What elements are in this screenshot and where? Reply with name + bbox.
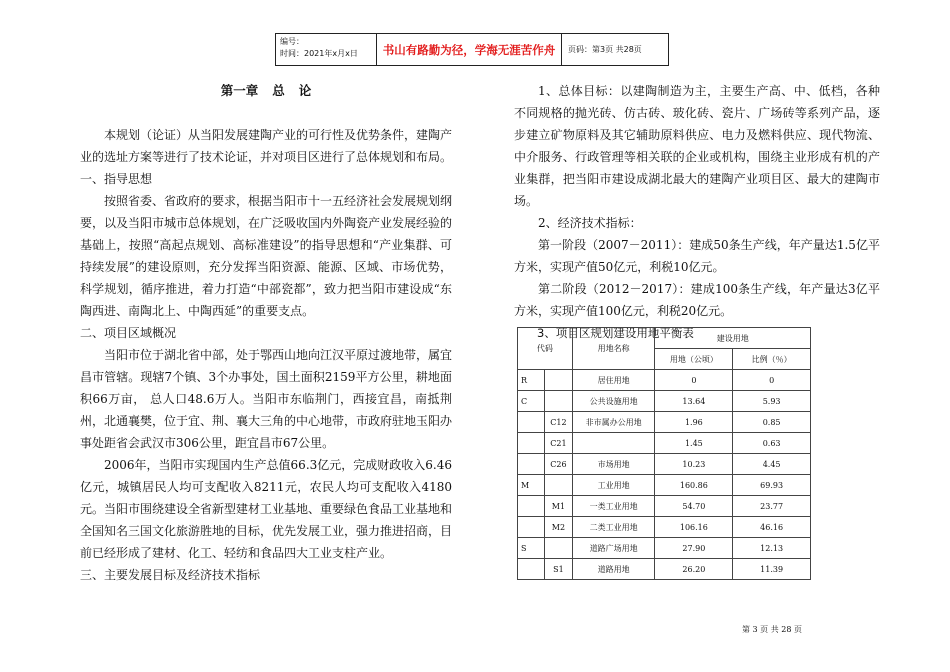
section-title-guiding: 一、指导思想: [80, 172, 153, 186]
row-name: 公共设施用地: [572, 391, 655, 412]
row-code-minor: C21: [544, 433, 572, 454]
guiding-paragraph: 按照省委、省政府的要求，根据当阳市十一五经济社会发展规划纲要，以及当阳市城市总体规划，在广泛吸收国内外陶瓷产业发展经验的基础上，按照“高起点规划、高标准建设”的指导思想和“产业集群、可持续发展”的建设原则，充分发挥当阳资源、能源、区域、市场优势，科学规划，循序推进，着力打造“中部瓷都”，致力把当阳市建设成“东陶西进、南陶北上、中陶西延”的重要支点。: [80, 194, 453, 318]
table-row: [518, 559, 811, 580]
row-code-minor: [544, 370, 572, 391]
row-ratio: 23.77: [733, 496, 811, 517]
row-code-minor: [544, 475, 572, 496]
overview-paragraph-2: 2006年，当阳市实现国内生产总值66.3亿元，完成财政收入6.46亿元，城镇居民人均可支配收入8211元，农民人均可支配收入4180元。当阳市围绕建设全省新型建材工业基地、重要绿色食品工业基地和全国知名三国文化旅游胜地的目标，优先发展工业，强力推进招商，目前已经形成了建材、化工、轻纺和食品四大工业支柱产业。: [80, 458, 453, 560]
chapter-word-2: 论: [298, 83, 312, 98]
row-code-major: M: [518, 475, 545, 496]
header-group: 建设用地: [655, 328, 811, 349]
row-code-minor: C26: [544, 454, 572, 475]
row-name: 居住用地: [572, 370, 655, 391]
chapter-title: [80, 80, 452, 102]
row-code-minor: [544, 538, 572, 559]
goal-body: 以建陶制造为主，主要生产高、中、低档，各种不同规格的抛光砖、仿古砖、玻化砖、瓷片、广场砖等系列产品，逐步建立矿物原料及其它辅助原料供应、电力及燃料供应、现代物流、中介服务、行政管理等相关联的企业或机构，围绕主业形成有机的产业集群，把当阳市建设成湖北最大的建陶产业项目区、最大的建陶市场。: [514, 84, 880, 208]
row-code-major: [518, 454, 545, 475]
table-header-row-1: [518, 328, 811, 349]
doc-time: 时间：2021年x月x日: [280, 49, 358, 58]
row-ratio: 11.39: [733, 559, 811, 580]
header-ratio: 比例（％）: [733, 349, 811, 370]
overview-paragraph-1: 当阳市位于湖北省中部，处于鄂西山地向江汉平原过渡地带，属宜昌市管辖。现辖7个镇、3个办事处，国土面积2159平方公里，耕地面积66万亩， 总人口48.6万人。当阳市东临荆门，西接宜昌，南抵荆州，北通襄樊，位于宜、荆、襄大三角的中心地带，市政府驻地玉阳办事处距省会武汉市306公里，距宜昌市67公里。: [80, 348, 453, 450]
chapter-number: 第一章: [220, 83, 259, 98]
row-code-major: [518, 496, 545, 517]
page-header: [275, 33, 669, 66]
goal-title: 1、总体目标：: [538, 84, 621, 98]
row-ratio: 69.93: [733, 475, 811, 496]
econ-title: 2、经济技术指标：: [538, 216, 642, 230]
row-code-major: R: [518, 370, 545, 391]
row-area: 106.16: [655, 517, 733, 538]
row-code-major: S: [518, 538, 545, 559]
phase-2: 第二阶段（2012－2017）：建成100条生产线，年产量达3亿平方米，实现产值100亿元，利税20亿元。: [514, 282, 880, 318]
footer-page-number: 第 3 页 共 28 页: [742, 625, 802, 634]
row-code-major: C: [518, 391, 545, 412]
row-code-major: [518, 517, 545, 538]
table-title: 3、项目区规划建设用地平衡表: [537, 326, 694, 340]
row-ratio: 46.16: [733, 517, 811, 538]
row-area: 1.45: [655, 433, 733, 454]
header-meta: [276, 34, 377, 65]
section-title-goals: 三、主要发展目标及经济技术指标: [80, 568, 261, 582]
row-code-minor: [544, 391, 572, 412]
row-area: 54.70: [655, 496, 733, 517]
header-code: 代码: [518, 328, 573, 370]
table-row: [518, 475, 811, 496]
row-ratio: 0.85: [733, 412, 811, 433]
header-name: 用地名称: [572, 328, 655, 370]
table-row: [518, 412, 811, 433]
table-row: [518, 433, 811, 454]
header-page-number: 页码：第3页 共28页: [568, 45, 642, 54]
row-name: 市场用地: [572, 454, 655, 475]
row-area: 10.23: [655, 454, 733, 475]
header-area: 用地（公顷）: [655, 349, 733, 370]
row-area: 13.64: [655, 391, 733, 412]
row-ratio: 12.13: [733, 538, 811, 559]
row-name: 道路用地: [572, 559, 655, 580]
header-motto: 书山有路勤为径，学海无涯苦作舟: [377, 34, 562, 65]
table-row: [518, 454, 811, 475]
row-name: 道路广场用地: [572, 538, 655, 559]
land-use-table: [517, 327, 811, 580]
table-row: [518, 538, 811, 559]
row-area: 27.90: [655, 538, 733, 559]
row-ratio: 5.93: [733, 391, 811, 412]
row-code-major: [518, 412, 545, 433]
intro-paragraph: 本规划（论证）从当阳发展建陶产业的可行性及优势条件，建陶产业的选址方案等进行了技术论证，并对项目区进行了总体规划和布局。: [80, 128, 453, 164]
row-code-minor: C12: [544, 412, 572, 433]
row-code-minor: M1: [544, 496, 572, 517]
goal-paragraph: [514, 80, 880, 212]
row-ratio: 0: [733, 370, 811, 391]
right-column: [514, 80, 880, 344]
row-area: 1.96: [655, 412, 733, 433]
table-row: [518, 517, 811, 538]
row-name: 二类工业用地: [572, 517, 655, 538]
row-area: 0: [655, 370, 733, 391]
row-code-minor: S1: [544, 559, 572, 580]
row-name: 一类工业用地: [572, 496, 655, 517]
row-code-major: [518, 559, 545, 580]
row-code-major: [518, 433, 545, 454]
row-name: [572, 433, 655, 454]
table-row: [518, 496, 811, 517]
chapter-word-1: 总: [272, 83, 285, 98]
row-ratio: 4.45: [733, 454, 811, 475]
row-name: 非市属办公用地: [572, 412, 655, 433]
table-row: [518, 370, 811, 391]
row-ratio: 0.63: [733, 433, 811, 454]
phase-1: 第一阶段（2007－2011）：建成50条生产线，年产量达1.5亿平方米，实现产值50亿元，利税10亿元。: [514, 238, 880, 274]
row-code-minor: M2: [544, 517, 572, 538]
row-area: 160.86: [655, 475, 733, 496]
section-title-overview: 二、项目区域概况: [80, 326, 177, 340]
row-name: 工业用地: [572, 475, 655, 496]
table-row: [518, 391, 811, 412]
row-area: 26.20: [655, 559, 733, 580]
left-column: [80, 80, 452, 586]
doc-number: 编号：: [280, 37, 304, 46]
